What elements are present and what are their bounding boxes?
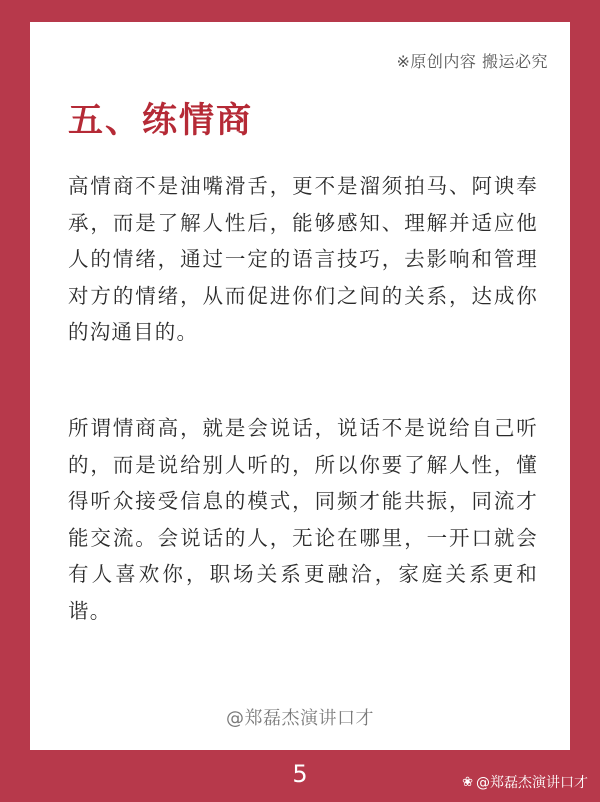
page-number: 5	[292, 760, 308, 788]
copyright-notice: ※原创内容 搬运必究	[396, 52, 548, 71]
content-card	[30, 22, 570, 750]
corner-brand	[462, 772, 588, 792]
section-title: 五、练情商	[68, 100, 254, 141]
corner-brand-label: @郑磊杰演讲口才	[476, 775, 588, 791]
author-watermark: @郑磊杰演讲口才	[226, 708, 374, 729]
weibo-style-logo-icon: ❀	[462, 774, 473, 790]
body-paragraph-2: 所谓情商高，就是会说话，说话不是说给自己听的，而是说给别人听的，所以你要了解人性，懂得听众接受信息的模式，同频才能共振，同流才能交流。会说话的人，无论在哪里，一开口就会有人喜欢你，职场关系更融洽，家庭关系更和谐。	[68, 416, 538, 623]
body-paragraph-1: 高情商不是油嘴滑舌，更不是溜须拍马、阿谀奉承，而是了解人性后，能够感知、理解并适应他人的情绪，通过一定的语言技巧，去影响和管理对方的情绪，从而促进你们之间的关系，达成你的沟通目的。	[68, 174, 538, 345]
